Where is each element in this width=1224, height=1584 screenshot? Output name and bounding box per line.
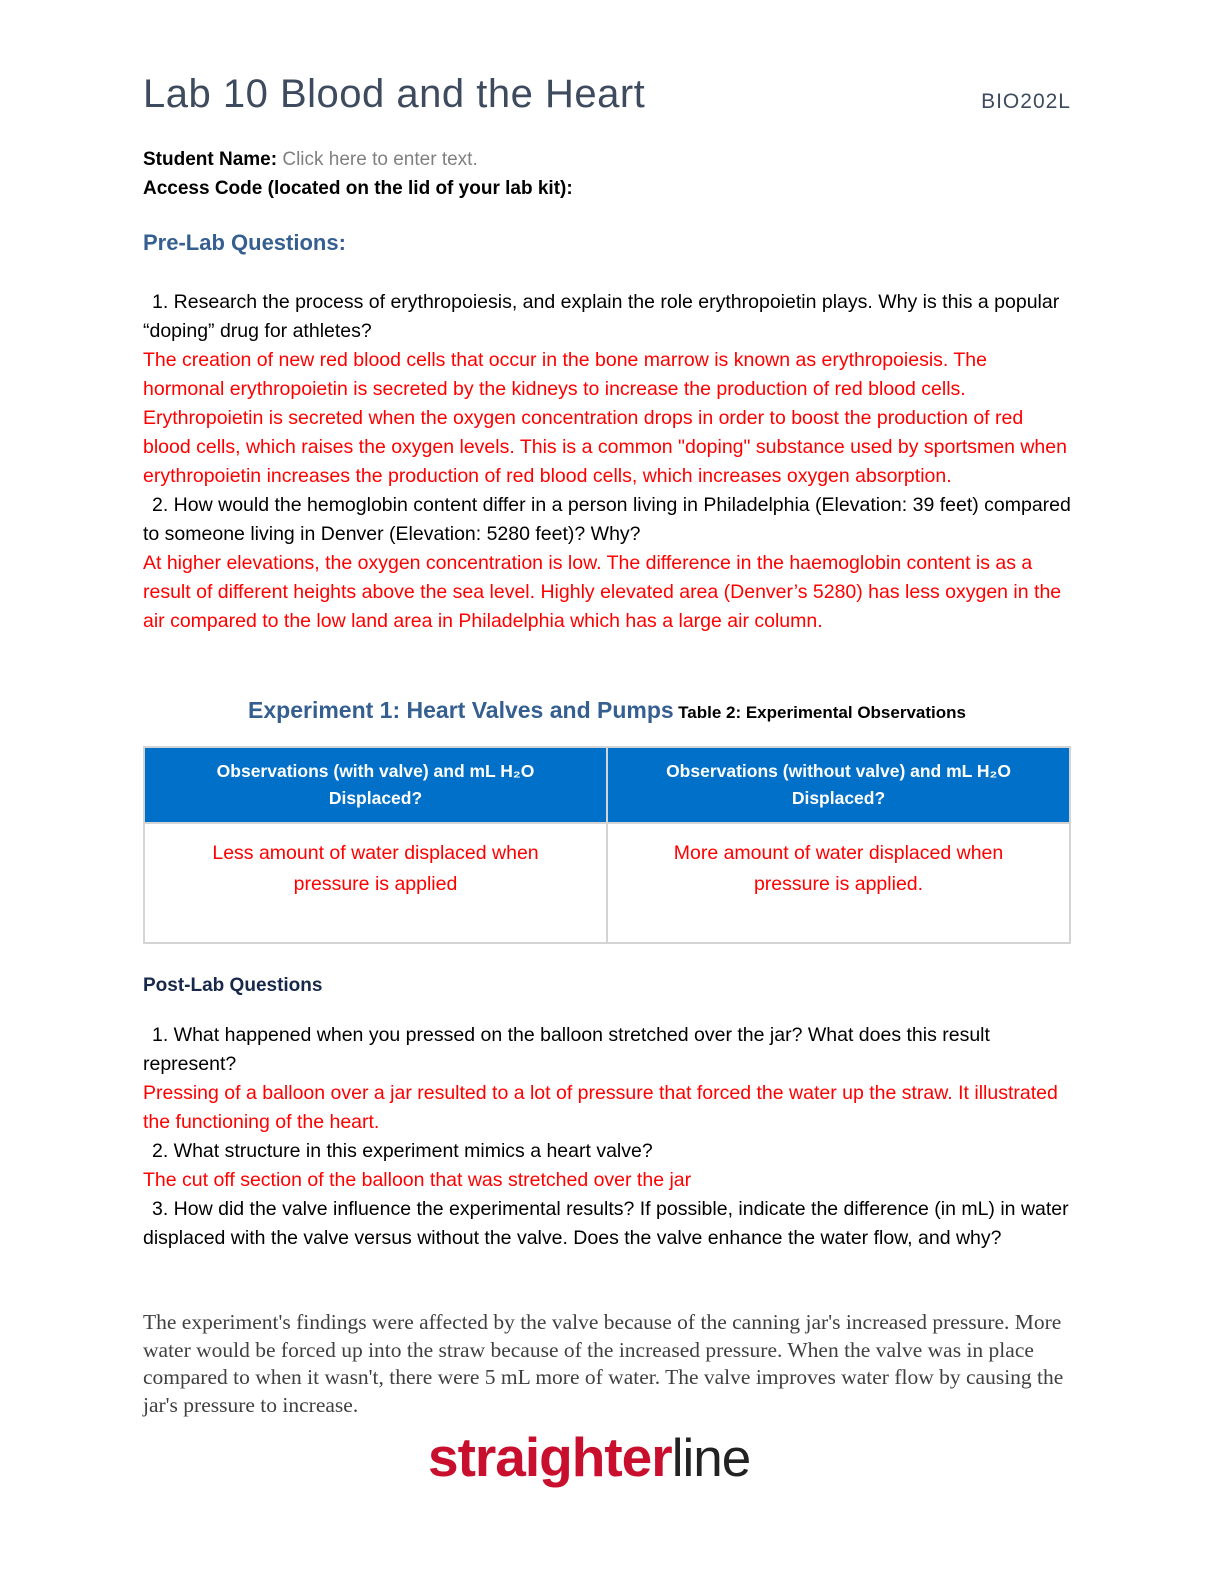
- student-name-label: Student Name:: [143, 149, 278, 170]
- with-valve-observation: Less amount of water displaced when pressure is applied: [144, 823, 607, 943]
- postlab-questions: [143, 1021, 1071, 1253]
- experiment-title: Experiment 1: Heart Valves and Pumps: [248, 697, 674, 723]
- observations-table: [143, 746, 1071, 944]
- access-code-label: Access Code (located on the lid of your lab kit):: [143, 178, 573, 199]
- prelab-question-1: 1. Research the process of erythropoiesis, and explain the role erythropoietin plays. Why is this a popular “doping” drug for athletes?: [143, 291, 1060, 342]
- table-header-row: [144, 747, 1070, 823]
- postlab-heading: Post-Lab Questions: [143, 975, 323, 996]
- postlab-question-2: 2. What structure in this experiment mimics a heart valve?: [152, 1140, 653, 1162]
- table-row: [144, 823, 1070, 943]
- student-info: [143, 145, 573, 203]
- straighterline-logo: [428, 1425, 788, 1495]
- postlab-answer-3: The experiment's findings were affected by the valve because of the canning jar's increased pressure. More water would be forced up into the straw because of the increased pressure. When the valve was in place compared to when it wasn't, there were 5 mL more of water. The valve improves water flow by causing the jar's pressure to increase.: [143, 1310, 1064, 1417]
- document-header: [143, 72, 1071, 122]
- col-with-valve-header: Observations (with valve) and mL H₂O Displaced?: [144, 747, 607, 823]
- postlab-question-3: 3. How did the valve influence the experimental results? If possible, indicate the difference (in mL) in water displaced with the valve versus without the valve. Does the valve enhance the water flow, and why?: [143, 1198, 1069, 1249]
- table-title: Table 2: Experimental Observations: [678, 703, 966, 722]
- col-without-valve-header: Observations (without valve) and mL H₂O Displaced?: [607, 747, 1070, 823]
- page-title: Lab 10 Blood and the Heart: [143, 72, 646, 116]
- prelab-heading: Pre-Lab Questions:: [143, 230, 346, 255]
- postlab-answer-1: Pressing of a balloon over a jar resulted to a lot of pressure that forced the water up the straw. It illustrated the functioning of the heart.: [143, 1082, 1058, 1133]
- logo-word-straighter: straighter: [428, 1426, 672, 1488]
- without-valve-observation: More amount of water displaced when pressure is applied.: [607, 823, 1070, 943]
- postlab-question-1: 1. What happened when you pressed on the balloon stretched over the jar? What does this result represent?: [143, 1024, 990, 1075]
- prelab-questions: [143, 288, 1071, 636]
- course-code: BIO202L: [981, 90, 1071, 113]
- postlab-answer-2: The cut off section of the balloon that was stretched over the jar: [143, 1169, 692, 1191]
- prelab-question-2: 2. How would the hemoglobin content differ in a person living in Philadelphia (Elevation: 39 feet) compared to someone living in Denver (Elevation: 5280 feet)? Why?: [143, 494, 1071, 545]
- student-name-field[interactable]: Click here to enter text.: [282, 149, 478, 170]
- prelab-answer-1: The creation of new red blood cells that occur in the bone marrow is known as erythropoiesis. The hormonal erythropoietin is secreted by the kidneys to increase the production of red blood cells. Erythropoietin is secreted when the oxygen concentration drops in order to boost the production of red blood cells, which raises the oxygen levels. This is a common "doping" substance used by sportsmen when erythropoietin increases the production of red blood cells, which increases oxygen absorption.: [143, 349, 1067, 487]
- prelab-answer-2: At higher elevations, the oxygen concentration is low. The difference in the haemoglobin content is as a result of different heights above the sea level. Highly elevated area (Denver’s 5280) has less oxygen in the air compared to the low land area in Philadelphia which has a large air column.: [143, 552, 1062, 632]
- logo-word-line: line: [671, 1429, 751, 1488]
- experiment-heading-row: [143, 697, 1071, 724]
